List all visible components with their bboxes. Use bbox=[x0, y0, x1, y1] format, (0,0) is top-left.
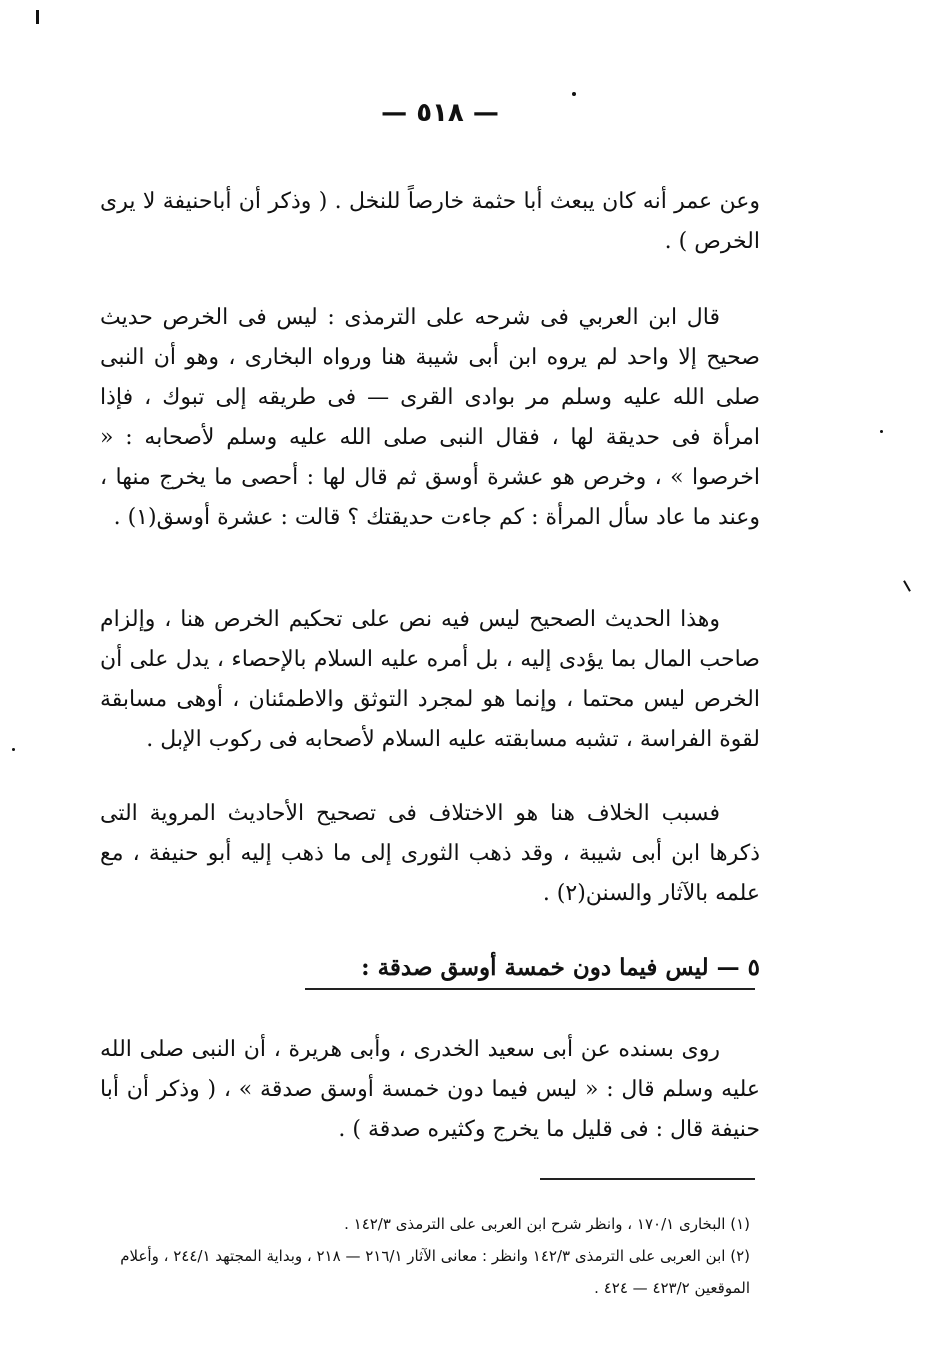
page-number: — ٥١٨ — bbox=[381, 98, 499, 128]
footnote-divider bbox=[540, 1178, 755, 1180]
paragraph-sahih-hadith: وهذا الحديث الصحيح ليس فيه نص على تحكيم الخرص هنا ، وإلزام صاحب المال بما يؤدى إليه ، بل أمره عليه السلام بالإحصاء ، يدل على أن الخرص ليس محتما ، وإنما هو لمجرد التوثق والاطمئنان ، أوهى مسابقة لقوة الفراسة ، تشبه مسابقته عليه السلام لأصحابه فى ركوب الإبل . bbox=[100, 607, 760, 752]
footnote-2: (٢) ابن العربى على الترمذى ١٤٢/٣ وانظر : معانى الآثار ٢١٦/١ — ٢١٨ ، وبداية المجتهد ٢٤٤/١ ، وأعلام الموقعين ٤٢٣/٢ — ٤٢٤ . bbox=[120, 1247, 750, 1297]
scan-speck bbox=[12, 748, 15, 751]
section-heading: ٥ — ليس فيما دون خمسة أوسق صدقة : bbox=[361, 954, 760, 981]
scan-speck bbox=[572, 92, 576, 96]
scan-speck bbox=[880, 430, 883, 433]
paragraph-intro: وعن عمر أنه كان يبعث أبا حثمة خارصاً للنخل . ( وذكر أن أباحنيفة لا يرى الخرص ) . bbox=[100, 189, 760, 254]
scan-speck bbox=[36, 10, 39, 24]
paragraph-ibn-arabi: قال ابن العربي فى شرحه على الترمذى : ليس فى الخرص حديث صحيح إلا واحد لم يروه ابن أبى شيبة هنا ورواه البخارى ، وهو أن النبى صلى الله عليه وسلم مر بوادى القرى — فى طريقه إلى تبوك ، فإذا امرأة فى حديقة لها ، فقال النبى صلى الله عليه وسلم لأصحابه : « اخرصوا » ، وخرص هو عشرة أوسق ثم قال لها : أحصى ما يخرج منها ، وعند ما عاد سأل المرأة : كم جاءت حديقتك ؟ قالت : عشرة أوسق(١) . bbox=[100, 305, 760, 530]
paragraph-disagreement: فسبب الخلاف هنا هو الاختلاف فى تصحيح الأحاديث المروية التى ذكرها ابن أبى شيبة ، وقد ذهب الثورى إلى ما ذهب إليه أبو حنيفة ، مع علمه بالآثار والسنن(٢) . bbox=[100, 801, 760, 906]
heading-underline bbox=[305, 988, 755, 990]
footnotes bbox=[110, 1208, 750, 1304]
footnote-1: (١) البخارى ١٧٠/١ ، وانظر شرح ابن العربى على الترمذى ١٤٢/٣ . bbox=[344, 1215, 750, 1233]
paragraph-five-awsuq: روى بسنده عن أبى سعيد الخدرى ، وأبى هريرة ، أن النبى صلى الله عليه وسلم قال : « ليس فيما دون خمسة أوسق صدقة » ، ( وذكر أن أبا حنيفة قال : فى قليل ما يخرج وكثيره صدقة ) . bbox=[100, 1037, 760, 1142]
scan-speck bbox=[903, 580, 911, 591]
